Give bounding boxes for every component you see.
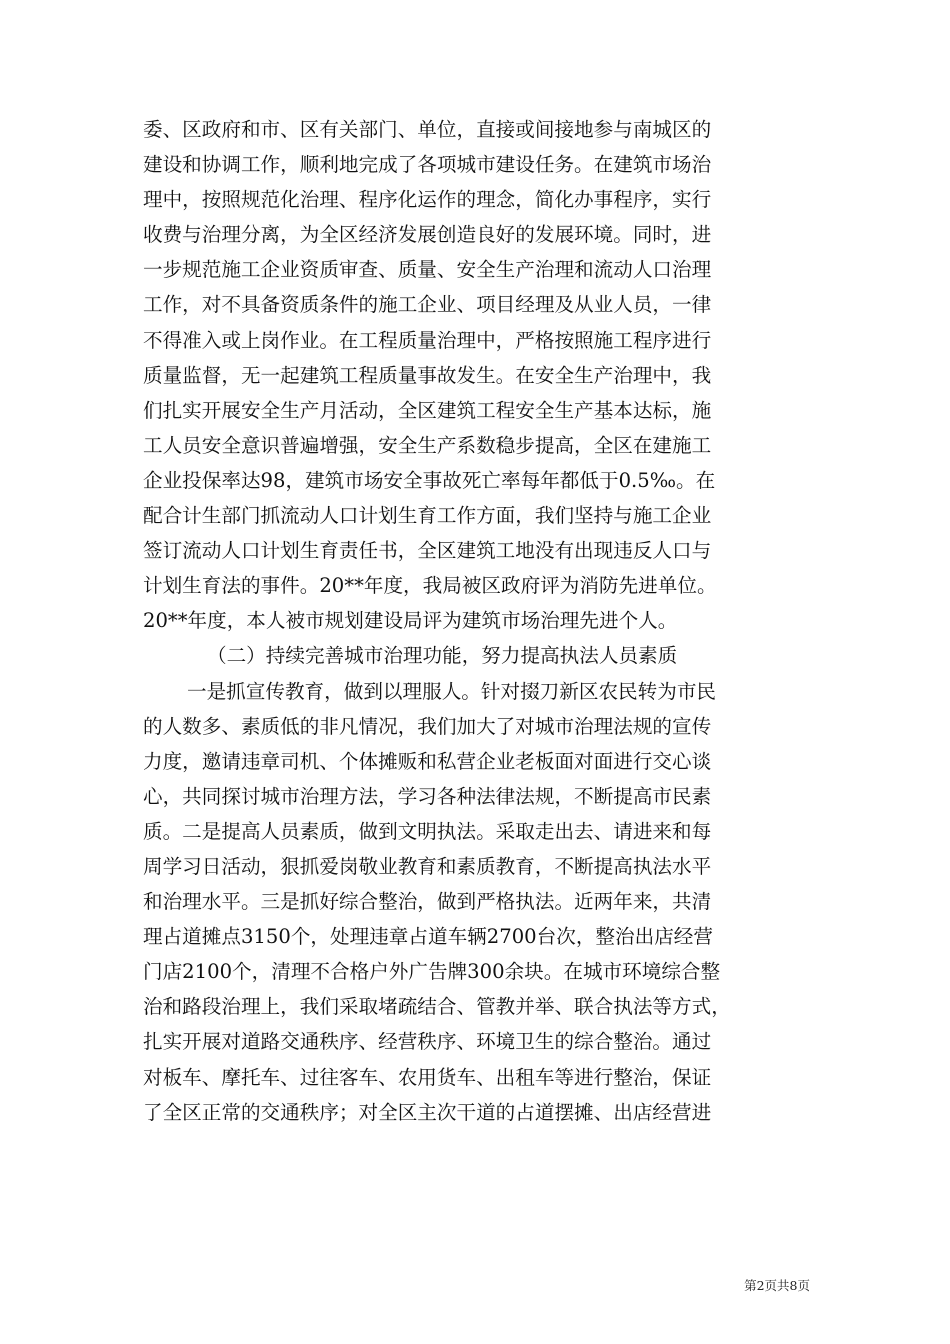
- text-line: 周学习日活动，狠抓爱岗敬业教育和素质教育，不断提高执法水平: [143, 854, 712, 878]
- text-line: 理中，按照规范化治理、程序化运作的理念，简化办事程序，实行: [143, 188, 712, 212]
- text-line: 一步规范施工企业资质审查、质量、安全生产治理和流动人口治理: [143, 258, 712, 282]
- text-line: 扎实开展对道路交通秩序、经营秩序、环境卫生的综合整治。通过: [143, 1030, 712, 1054]
- text-line: 签订流动人口计划生育责任书，全区建筑工地没有出现违反人口与: [143, 539, 712, 563]
- text-line: 质。二是提高人员素质，做到文明执法。采取走出去、请进来和每: [143, 819, 712, 843]
- text-line: 对板车、摩托车、过往客车、农用货车、出租车等进行整治，保证: [143, 1065, 712, 1089]
- text-line: 工人员安全意识普遍增强，安全生产系数稳步提高，全区在建施工: [143, 433, 712, 457]
- text-line: 一是抓宣传教育，做到以理服人。针对掇刀新区农民转为市民: [187, 679, 717, 703]
- text-line: 收费与治理分离，为全区经济发展创造良好的发展环境。同时，进: [143, 223, 712, 247]
- text-line: 计划生育法的事件。20**年度，我局被区政府评为消防先进单位。: [143, 574, 717, 598]
- text-line: 心，共同探讨城市治理方法，学习各种法律法规，不断提高市民素: [143, 784, 712, 808]
- section-heading: （二）持续完善城市治理功能，努力提高执法人员素质: [207, 644, 678, 668]
- document-body: [143, 112, 811, 1130]
- text-line: 和治理水平。三是抓好综合整治，做到严格执法。近两年来，共清: [143, 890, 712, 914]
- text-line: 企业投保率达98，建筑市场安全事故死亡率每年都低于0.5‰。在: [143, 468, 716, 492]
- text-line: 20**年度，本人被市规划建设局评为建筑市场治理先进个人。: [143, 609, 678, 633]
- text-line: 质量监督，无一起建筑工程质量事故发生。在安全生产治理中，我: [143, 363, 712, 387]
- page-number: 第2页共8页: [744, 1278, 810, 1293]
- text-line: 的人数多、素质低的非凡情况，我们加大了对城市治理法规的宣传: [143, 714, 712, 738]
- text-line: 治和路段治理上，我们采取堵疏结合、管教并举、联合执法等方式，: [143, 995, 731, 1019]
- text-line: 门店2100个，清理不合格户外广告牌300余块。在城市环境综合整: [143, 960, 721, 984]
- text-line: 工作，对不具备资质条件的施工企业、项目经理及从业人员，一律: [143, 293, 712, 317]
- text-line: 不得准入或上岗作业。在工程质量治理中，严格按照施工程序进行: [143, 328, 712, 352]
- text-line: 们扎实开展安全生产月活动，全区建筑工程安全生产基本达标，施: [143, 398, 712, 422]
- text-line: 配合计生部门抓流动人口计划生育工作方面，我们坚持与施工企业: [143, 504, 712, 528]
- text-line: 力度，邀请违章司机、个体摊贩和私营企业老板面对面进行交心谈: [143, 749, 712, 773]
- text-line: 建设和协调工作，顺利地完成了各项城市建设任务。在建筑市场治: [143, 153, 712, 177]
- text-line: 了全区正常的交通秩序；对全区主次干道的占道摆摊、出店经营进: [143, 1100, 712, 1124]
- text-line: 理占道摊点3150个，处理违章占道车辆2700台次，整治出店经营: [143, 925, 713, 949]
- text-line: 委、区政府和市、区有关部门、单位，直接或间接地参与南城区的: [143, 118, 712, 141]
